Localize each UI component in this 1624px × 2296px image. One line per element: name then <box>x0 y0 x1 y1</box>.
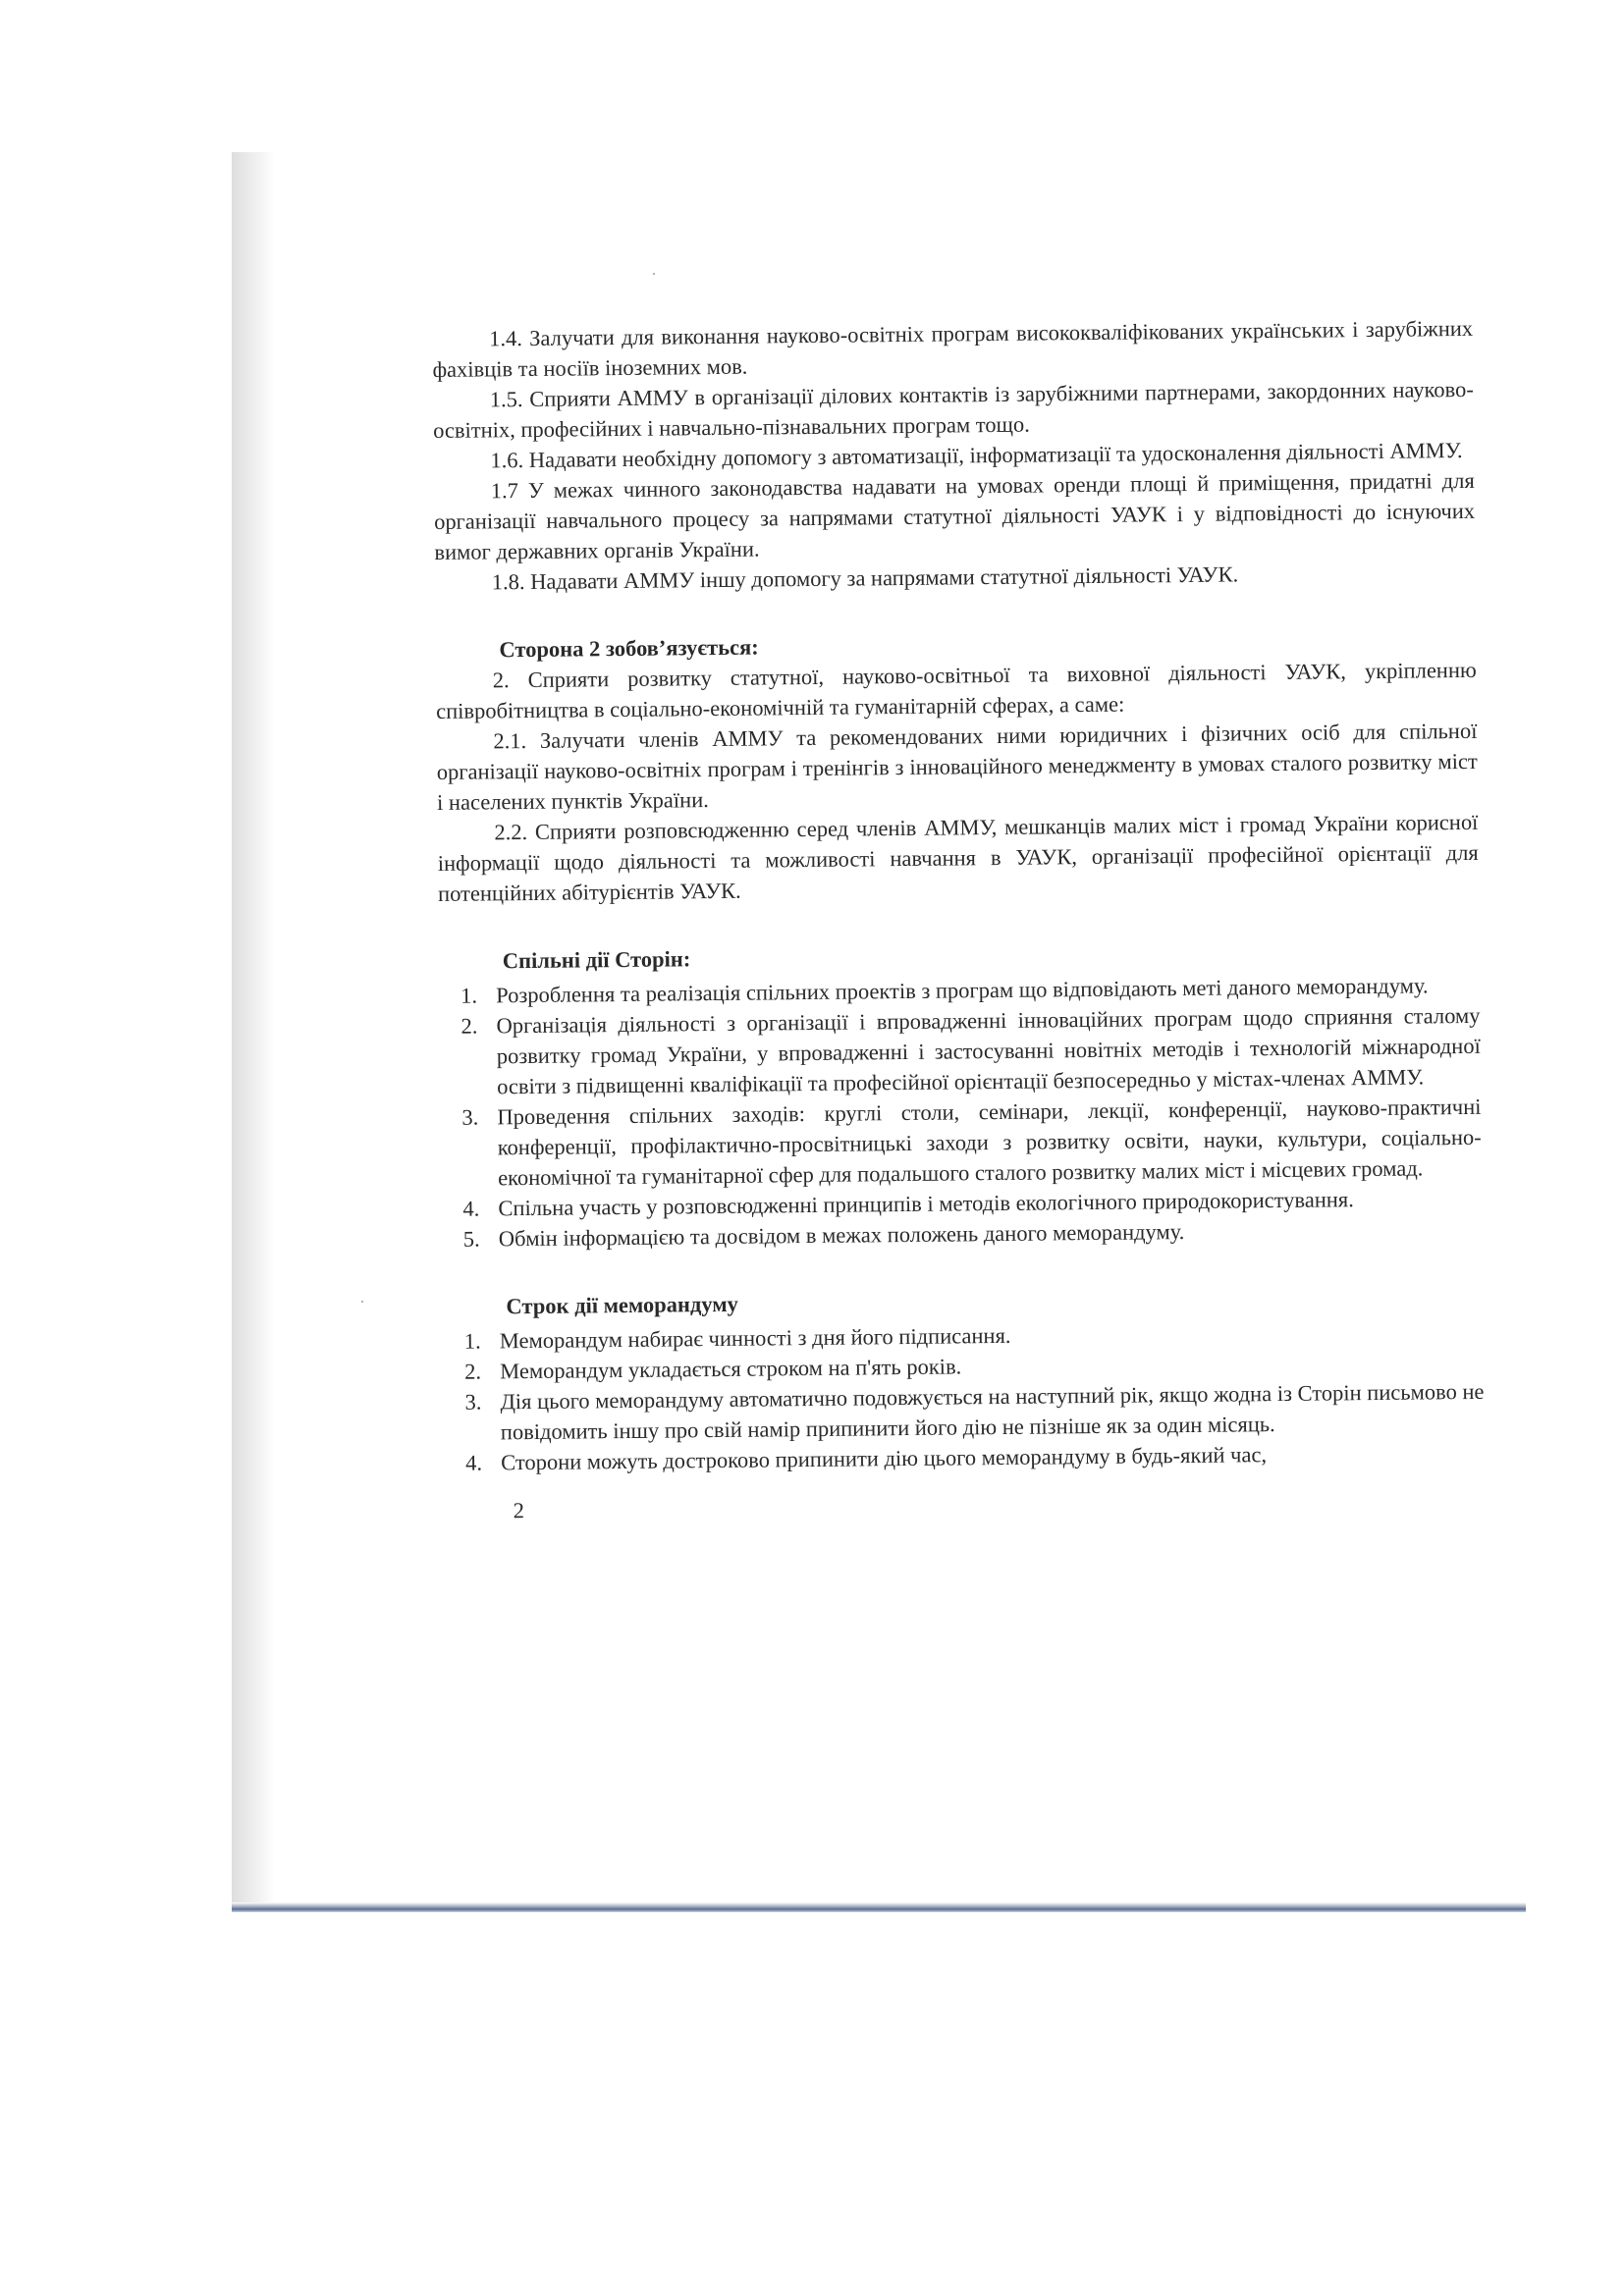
list-item <box>440 1092 1482 1194</box>
party2-heading: Сторона 2 зобов’язується: <box>499 634 759 663</box>
clause-2-2: 2.2. Сприяти розповсюдженню серед членів АММУ, мешканців малих міст і громад України корисної інформації щодо діяльності та можливості навчання в УАУК, організації професійної орієнтації для потенційних абітурієнтів УАУК. <box>437 809 1479 906</box>
page-number: 2 <box>513 1498 525 1523</box>
item-text: Проведення спільних заходів: круглі столи, семінари, лекції, конференції, науково-практичні конференції, профілактично-просвітницькі заходи з розвитку освіти, науки, культури, соціально-економічної та гуманітарної сфер для подальшого сталого розвитку малих міст і місцевих громад. <box>497 1094 1482 1191</box>
clause-1-5: 1.5. Сприяти АММУ в організації ділових контактів із зарубіжними партнерами, закордонних науково-освітніх, професійних і навчально-пізнавальних програм тощо. <box>433 376 1474 443</box>
item-text: Спільна участь у розповсюдженні принципів і методів екологічного природокористування. <box>498 1187 1354 1221</box>
item-number: 4. <box>462 1196 480 1221</box>
term-heading: Строк дії меморандуму <box>506 1291 738 1319</box>
item-text: Меморандум набирає чинності з дня його підписання. <box>499 1322 1011 1354</box>
document-page <box>432 313 1486 1526</box>
item-number: 3. <box>461 1104 479 1130</box>
item-number: 5. <box>462 1226 480 1252</box>
item-text: Меморандум укладається строком на п'ять років. <box>500 1354 962 1384</box>
list-item <box>439 1000 1481 1102</box>
list-item <box>443 1376 1485 1448</box>
joint-actions-heading: Спільні дії Сторін: <box>502 946 691 974</box>
item-number: 3. <box>464 1389 482 1415</box>
item-text: Організація діяльності з організації і впровадженні інноваційних програм щодо сприяння сталому розвитку громад України, у впровадженні і застосуванні новітніх методів і технологій міжнародної освіти з підвищенні кваліфікації та професійної орієнтації безпосередньо у містах-членах АММУ. <box>496 1002 1481 1099</box>
clause-1-4: 1.4. Залучати для виконання науково-освітніх програм висококваліфікованих українських і зарубіжних фахівців та носіїв іноземних мов. <box>432 315 1474 382</box>
item-number: 2. <box>460 1013 478 1039</box>
item-text: Розроблення та реалізація спільних проектів з програм що відповідають меті даного меморандуму. <box>496 973 1429 1008</box>
joint-actions-list <box>439 970 1483 1255</box>
scan-speck <box>653 273 655 275</box>
scan-shadow-bottom <box>232 1902 1526 1912</box>
item-number: 2. <box>464 1359 482 1384</box>
clause-1-6: 1.6. Надавати необхідну допомогу з автоматизації, інформатизації та удосконалення діяльності АММУ. <box>490 438 1463 473</box>
term-list <box>443 1315 1486 1478</box>
clause-2: 2. Сприяти розвитку статутної, науково-освітньої та виховної діяльності УАУК, укріпленню співробітництва в соціально-економічній та гуманітарній сферах, а саме: <box>436 657 1477 723</box>
clause-1-8: 1.8. Надавати АММУ іншу допомогу за напрямами статутної діяльності УАУК. <box>491 561 1239 595</box>
clause-1-7: 1.7 У межах чинного законодавства надавати на умовах оренди площі й приміщення, придатні для організації навчального процесу за напрямами статутної діяльності УАУК і у відповідності до існуючих вимог державних органів України. <box>433 467 1476 564</box>
item-number: 1. <box>463 1328 481 1354</box>
scan-shadow-left <box>232 152 275 1909</box>
item-number: 4. <box>465 1450 483 1475</box>
item-text: Сторони можуть достроково припинити дію цього меморандуму в будь-який час, <box>501 1442 1268 1475</box>
item-text: Дія цього меморандуму автоматично подовжується на наступний рік, якщо жодна із Сторін письмово не повідомить іншу про свій намір припинити його дію не пізніше як за один місяць. <box>500 1378 1485 1445</box>
item-text: Обмін інформацією та досвідом в межах положень даного меморандуму. <box>498 1219 1185 1252</box>
clause-2-1: 2.1. Залучати членів АММУ та рекомендованих ними юридичних і фізичних осіб для спільної організації науково-освітніх програм і тренінгів з інноваційного менеджменту в умовах сталого розвитку міст і населених пунктів України. <box>436 718 1478 815</box>
item-number: 1. <box>460 983 478 1008</box>
scan-speck <box>361 1301 363 1303</box>
